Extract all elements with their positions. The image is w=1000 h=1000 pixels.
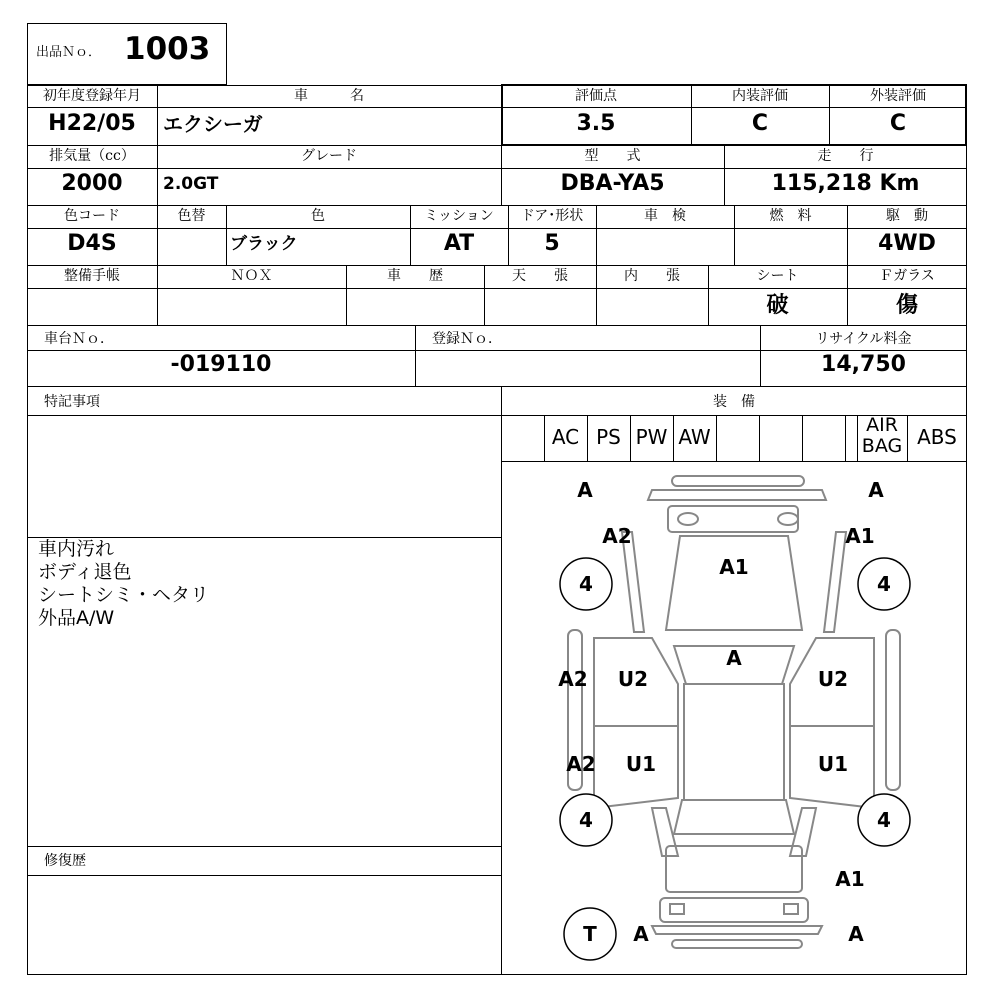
left-front-door-mark: A2 [558, 667, 588, 691]
mileage-label: 走 行 [817, 148, 874, 164]
remark-line: 外品A/W [38, 607, 115, 629]
fuel-label: 燃 料 [769, 208, 812, 224]
left-rear-door-mark: A2 [566, 752, 596, 776]
score-label: 評価点 [575, 88, 617, 104]
door-value: 5 [544, 231, 560, 256]
regno-label: 登録Ｎｏ． [432, 331, 502, 347]
first-reg-value: H22/05 [48, 111, 136, 136]
remark-line: シートシミ・ヘタリ [38, 584, 210, 606]
color-value: ブラック [230, 234, 298, 254]
first-reg-label: 初年度登録年月 [43, 88, 141, 104]
remark-line: ボディ退色 [38, 561, 132, 583]
lot-label: 出品Ｎｏ． [36, 45, 102, 60]
glass-value: 傷 [895, 293, 918, 318]
interior-value: C [751, 111, 769, 136]
lot-number: 1003 [124, 31, 211, 67]
model-label: 型 式 [584, 148, 641, 164]
tire-fr-value: 4 [877, 572, 891, 596]
car-name-value: エクシーガ [163, 112, 263, 136]
roof-label: 天 張 [512, 268, 568, 284]
equip-pw: PW [635, 425, 668, 449]
equip-abs: ABS [917, 425, 957, 449]
rear-right-panel-mark: A1 [835, 867, 865, 891]
displacement-label: 排気量（cc） [49, 148, 135, 164]
exterior-value: C [889, 111, 907, 136]
drive-value: 4WD [878, 231, 936, 256]
repaint-label: 色替 [177, 208, 206, 224]
score-value: 3.5 [576, 111, 616, 136]
remarks-notes [38, 538, 209, 630]
drive-label: 駆 動 [886, 208, 928, 224]
equipment-label: 装 備 [713, 394, 755, 410]
front-pillar-left-mark: A2 [602, 524, 632, 548]
maint-label: 整備手帳 [64, 268, 120, 284]
roof-front-mark: A [726, 646, 742, 670]
recycle-value: 14,750 [821, 352, 906, 377]
color-code-value: D4S [67, 231, 117, 256]
lot-box [27, 23, 227, 85]
inner-label: 内 張 [624, 268, 680, 284]
mission-label: ミッション [424, 208, 494, 224]
tire-fl-value: 4 [579, 572, 593, 596]
right-u2-mark: U2 [817, 667, 849, 691]
repair-history-label: 修復歴 [44, 853, 86, 869]
remarks-label: 特記事項 [44, 394, 100, 410]
left-u2-mark: U2 [617, 667, 649, 691]
equip-ps: PS [596, 425, 621, 449]
displacement-value: 2000 [61, 171, 123, 196]
exterior-label: 外装評価 [870, 88, 926, 104]
inspection-label: 車 検 [644, 208, 686, 224]
seat-value: 破 [766, 293, 789, 318]
mileage-value: 115,218 Km [771, 171, 920, 196]
chassis-value: -019110 [170, 352, 272, 377]
car-damage-diagram [502, 462, 966, 974]
front-right-mark: A [868, 478, 884, 502]
tire-rl-value: 4 [579, 808, 593, 832]
equip-ac: AC [551, 425, 580, 449]
hood-mark: A1 [719, 555, 749, 579]
left-u1-mark: U1 [625, 752, 657, 776]
equip-aw: AW [678, 425, 711, 449]
grade-value: 2.0GT [163, 174, 219, 194]
model-value: DBA-YA5 [560, 171, 665, 196]
recycle-label: リサイクル料金 [815, 331, 912, 347]
color-label: 色 [311, 208, 325, 224]
right-u1-mark: U1 [817, 752, 849, 776]
front-left-mark: A [577, 478, 593, 502]
glass-label: Ｆガラス [879, 268, 935, 284]
car-name-label: 車 名 [294, 88, 364, 104]
interior-label: 内装評価 [732, 88, 788, 104]
seat-label: シート [756, 268, 799, 284]
door-label: ドア･形状 [520, 208, 584, 224]
history-label: 車 歴 [387, 268, 443, 284]
color-code-label: 色コード [64, 208, 120, 224]
tire-rr-value: 4 [877, 808, 891, 832]
nox-label: ＮＯＸ [230, 268, 273, 284]
grade-label: グレード [301, 148, 357, 164]
chassis-label: 車台Ｎｏ． [44, 331, 114, 347]
rear-left-mark: A [633, 922, 649, 946]
equip-airbag: AIR BAG [861, 414, 903, 457]
mission-value: AT [443, 231, 475, 256]
rear-right-mark: A [848, 922, 864, 946]
remark-line: 車内汚れ [38, 538, 115, 560]
front-pillar-right-mark: A1 [845, 524, 875, 548]
spare-tire-value: T [583, 922, 597, 946]
